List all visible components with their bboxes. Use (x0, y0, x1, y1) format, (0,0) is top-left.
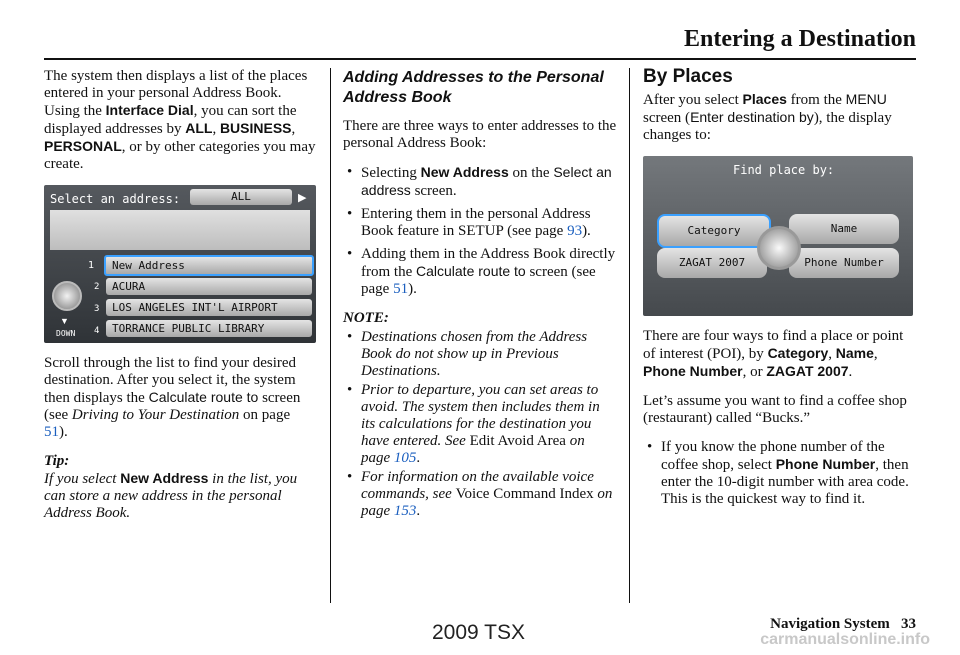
page-number: 33 (901, 616, 916, 632)
list-item: • Selecting New Address on the Select an address screen. (343, 164, 617, 200)
col2-intro: There are three ways to enter addresses to the personal Address Book: (343, 118, 617, 151)
note-heading: NOTE: (343, 310, 389, 326)
name-button[interactable]: Name (789, 214, 899, 244)
preview-box (50, 210, 310, 250)
list-item: • Entering them in the personal Address Book feature in SETUP (see page 93). (343, 206, 617, 240)
list-item[interactable]: TORRANCE PUBLIC LIBRARY (106, 320, 312, 337)
list-item: • For information on the available voice commands, see Voice Command Index on page 153. (343, 469, 617, 520)
page-link[interactable]: 51 (393, 281, 409, 297)
col3-paragraph-1: After you select Places from the MENU screen (Enter destination by), the display changes to: (643, 91, 892, 143)
page-link[interactable]: 51 (44, 424, 59, 440)
tip: Tip: (44, 453, 70, 469)
site-watermark: carmanualsonline.info (760, 631, 930, 648)
dial-icon[interactable] (757, 226, 801, 270)
category-button[interactable]: Category (657, 214, 771, 248)
col1-paragraph-2: Scroll through the list to find your desired destination. After you select it, the system then displays the Calculate route to screen (see Driving to Your Destination on page 51). (44, 355, 301, 440)
interface-dial-label: Interface Dial (105, 102, 194, 118)
model-label: 2009 TSX (432, 621, 526, 644)
address-list-screen (44, 185, 316, 343)
page-link[interactable]: 153 (393, 503, 417, 519)
list-item: • Adding them in the Address Book directly from the Calculate route to screen (see page 51). (343, 246, 617, 298)
list-item-new-address[interactable]: New Address (104, 255, 314, 276)
item-number: 2 (94, 282, 100, 292)
header-rule (44, 58, 916, 60)
col1-paragraph-1: The system then displays a list of the places entered in your personal Address Book. Using the Interface Dial, you can sort the displayed addresses by ALL, BUSINESS, PERSONAL, or by other categories you may create. (44, 68, 316, 172)
page-link[interactable]: 93 (567, 223, 583, 239)
filter-button[interactable]: ALL (190, 189, 292, 205)
dial-icon[interactable] (52, 281, 82, 311)
col3-paragraph-2: There are four ways to find a place or point of interest (POI), by Category, Name, Phone Number, or ZAGAT 2007. (643, 328, 904, 380)
item-number: 3 (94, 304, 100, 314)
zagat-button[interactable]: ZAGAT 2007 (657, 248, 767, 278)
list-item: • Prior to departure, you can set areas to avoid. The system then includes them in its calculations for the destination you have entered. See Edit Avoid Area on page 105. (343, 382, 617, 467)
section-heading: By Places (643, 66, 733, 87)
arrow-right-icon[interactable]: ▶ (298, 192, 307, 204)
column-1 (44, 68, 316, 534)
find-place-screen (643, 156, 913, 316)
column-divider (330, 68, 331, 603)
list-item: • If you know the phone number of the coffee shop, select Phone Number, then enter the 10-digit number with area code. This is the quickest way to find it. (643, 439, 918, 508)
ways-list (343, 164, 617, 298)
screen-title: Find place by: (733, 163, 835, 177)
item-number: 4 (94, 326, 100, 336)
list-item[interactable]: LOS ANGELES INT'L AIRPORT (106, 299, 312, 316)
item-number: 1 (88, 260, 95, 271)
col3-paragraph-3: Let’s assume you want to find a coffee shop (restaurant) called “Bucks.” (643, 393, 907, 426)
down-arrow-icon[interactable]: ▼ (60, 316, 69, 326)
screen-title: Select an address: (50, 192, 181, 206)
page-title: Entering a Destination (683, 26, 916, 52)
tip-text: If you select New Address in the list, you can store a new address in the personal Address Book. (44, 470, 298, 521)
page-link[interactable]: 105 (393, 450, 417, 466)
notes-list (343, 329, 617, 520)
col3-list (643, 439, 918, 508)
column-3 (643, 68, 918, 520)
column-divider (629, 68, 630, 603)
footer-nav: Navigation System 33 (770, 616, 916, 632)
section-heading: Adding Addresses to the Personal Address Book (343, 69, 604, 106)
list-item: • Destinations chosen from the Address Book do not show up in Previous Destinations. (343, 329, 617, 380)
column-2 (343, 68, 617, 532)
list-item[interactable]: ACURA (106, 278, 312, 295)
phone-number-button[interactable]: Phone Number (789, 248, 899, 278)
down-label: DOWN (56, 329, 76, 338)
